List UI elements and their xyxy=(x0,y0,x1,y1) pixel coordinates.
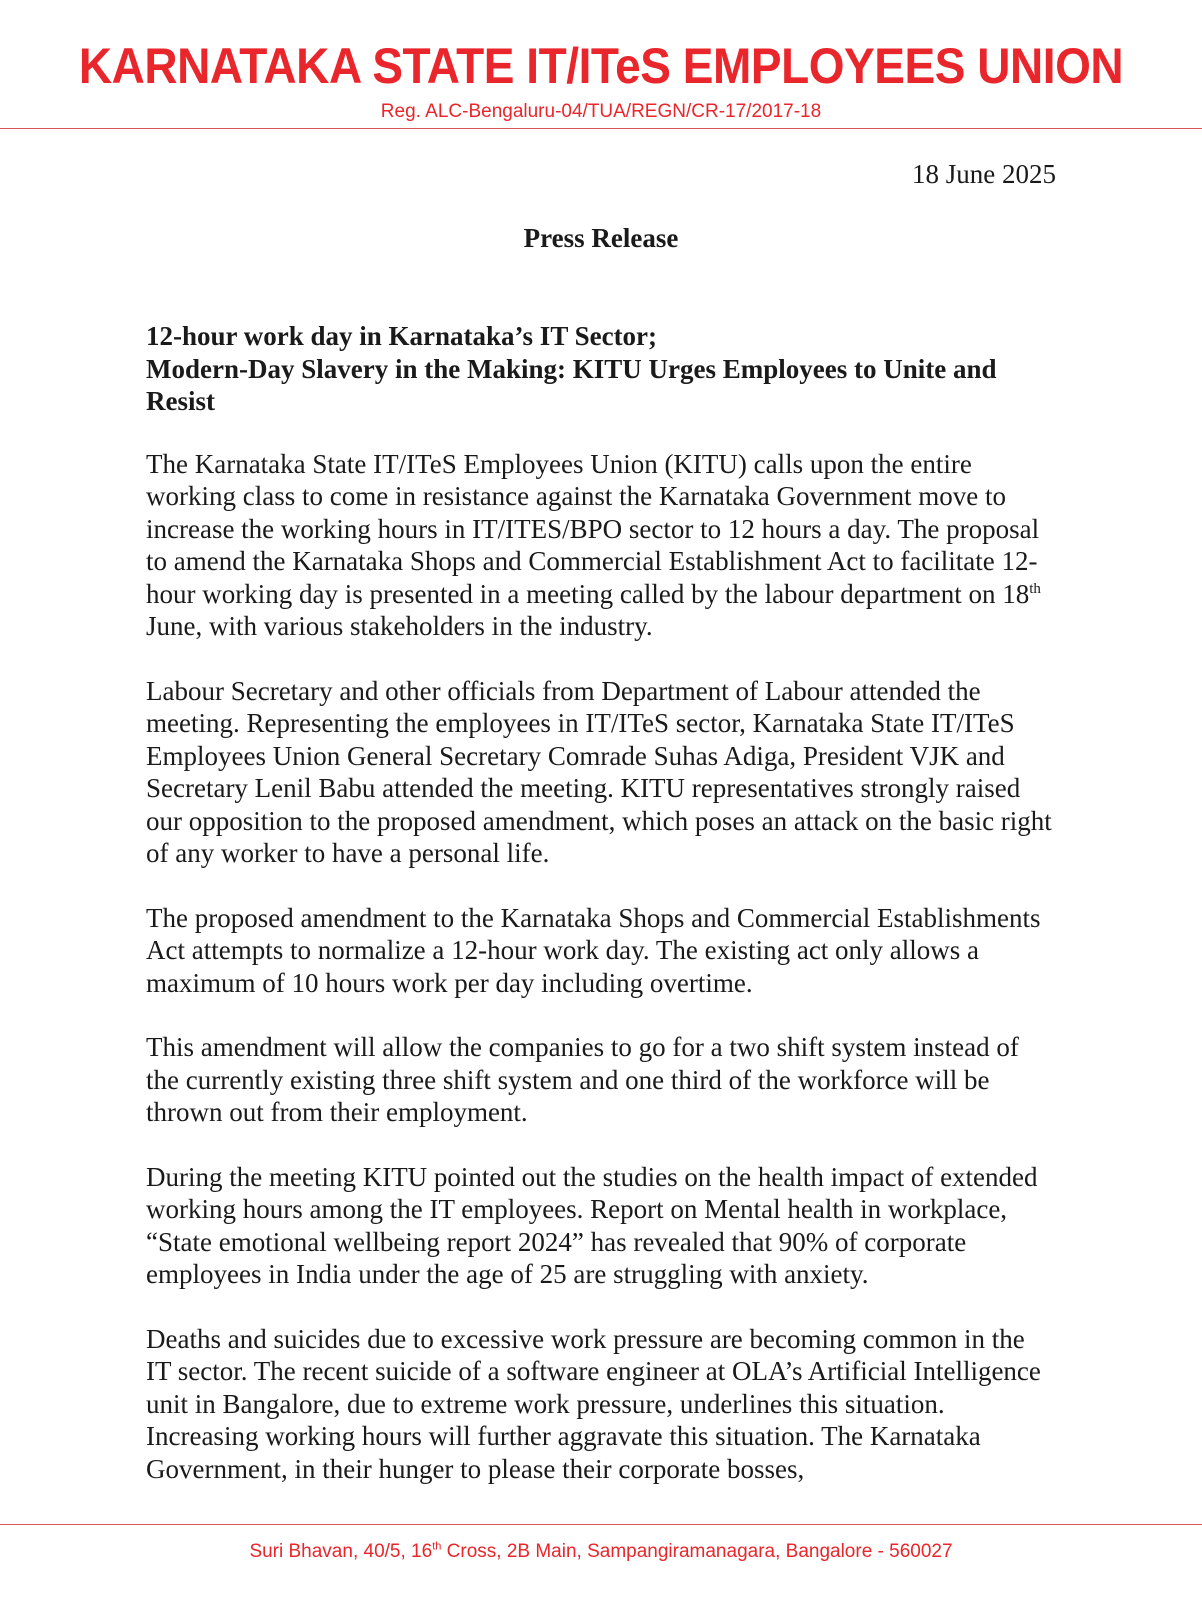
paragraph-5: During the meeting KITU pointed out the studies on the health impact of extended working hours among the IT employees. Report on Mental health in workplace, “State emotional wellbeing report 2024” has revealed that 90% of corporate employees in India under the age of 25 are struggling with anxiety. xyxy=(146,1161,1038,1289)
headline-line-1: 12-hour work day in Karnataka’s IT Sector; xyxy=(146,321,658,351)
paragraph-1 xyxy=(146,448,1056,643)
ordinal-suffix: th xyxy=(1029,580,1041,597)
press-release-body xyxy=(146,320,1056,1517)
paragraph-1-text-end: June, with various stakeholders in the industry. xyxy=(146,611,653,641)
organization-name: KARNATAKA STATE IT/ITeS EMPLOYEES UNION xyxy=(78,38,1124,94)
registration-number: Reg. ALC-Bengaluru-04/TUA/REGN/CR-17/2017-18 xyxy=(380,101,822,122)
document-date: 18 June 2025 xyxy=(912,159,1056,189)
paragraph-2: Labour Secretary and other officials from Department of Labour attended the meeting. Representing the employees in IT/ITeS sector, Karnataka State IT/ITeS Employees Union General Secretary Comrade Suhas Adiga, President VJK and Secretary Lenil Babu attended the meeting. KITU representatives strongly raised our opposition to the proposed amendment, which poses an attack on the basic right of any worker to have a personal life. xyxy=(146,675,1052,868)
paragraph-6: Deaths and suicides due to excessive work pressure are becoming common in the IT sector. The recent suicide of a software engineer at OLA’s Artificial Intelligence unit in Bangalore, due to extreme work pressure, underlines this situation. Increasing working hours will further aggravate this situation. The Karnataka Government, in their hunger to please their corporate bosses, xyxy=(146,1323,1041,1484)
headline xyxy=(146,320,1056,418)
footer-address xyxy=(0,1540,1202,1564)
footer-ordinal-suffix: th xyxy=(432,1540,442,1553)
paragraph-1-text: The Karnataka State IT/ITeS Employees Union (KITU) calls upon the entire working class to come in resistance against the Karnataka Government move to increase the working hours in IT/ITES/BPO sector to 12 hours a day. The proposal to amend the Karnataka Shops and Commercial Establishment Act to facilitate 12-hour working day is presented in a meeting called by the labour department on 18 xyxy=(146,448,1040,609)
footer-divider xyxy=(0,1524,1202,1525)
document-title: Press Release xyxy=(523,223,679,253)
headline-line-2: Modern-Day Slavery in the Making: KITU Urges Employees to Unite and Resist xyxy=(146,353,997,416)
footer-address-start: Suri Bhavan, 40/5, 16 xyxy=(249,1541,433,1562)
paragraph-4: This amendment will allow the companies to go for a two shift system instead of the currently existing three shift system and one third of the workforce will be thrown out from their employment. xyxy=(146,1032,1019,1127)
paragraph-3: The proposed amendment to the Karnataka Shops and Commercial Establishments Act attempts to normalize a 12-hour work day. The existing act only allows a maximum of 10 hours work per day including overtime. xyxy=(146,902,1041,998)
header-divider xyxy=(0,128,1202,129)
letterhead xyxy=(0,0,1202,130)
footer-address-end: Cross, 2B Main, Sampangiramanagara, Bangalore - 560027 xyxy=(441,1541,953,1562)
